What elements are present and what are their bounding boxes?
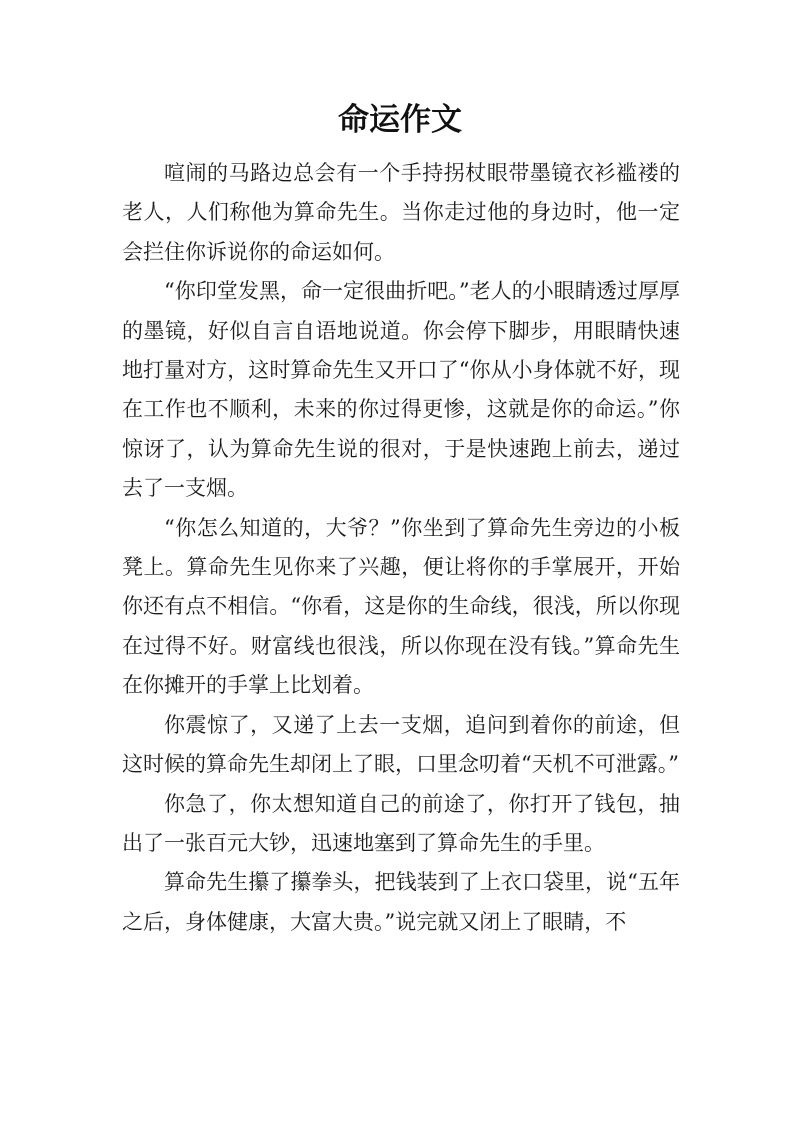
paragraph-3: “你怎么知道的，大爷？”你坐到了算命先生旁边的小板凳上。算命先生见你来了兴趣，便让将你的手掌展开，开始你还有点不相信。“你看，这是你的生命线，很浅，所以你现在过得不好。财富线也很浅，所以你现在没有钱。”算命先生在你摊开的手掌上比划着。 — [122, 515, 680, 698]
paragraph-2: “你印堂发黑，命一定很曲折吧。”老人的小眼睛透过厚厚的墨镜，好似自言自语地说道。你会停下脚步，用眼睛快速地打量对方，这时算命先生又开口了“你从小身体就不好，现在工作也不顺利，未来的你过得更惨，这就是你的命运。”你惊讶了，认为算命先生说的很对，于是快速跑上前去，递过去了一支烟。 — [122, 279, 680, 501]
paragraph-1: 喧闹的马路边总会有一个手持拐杖眼带墨镜衣衫褴褛的老人，人们称他为算命先生。当你走过他的身边时，他一定会拦住你诉说你的命运如何。 — [122, 161, 680, 264]
paragraph-5: 你急了，你太想知道自己的前途了，你打开了钱包，抽出了一张百元大钞，迅速地塞到了算命先生的手里。 — [122, 791, 680, 855]
paragraph-4: 你震惊了，又递了上去一支烟，追问到着你的前途，但这时候的算命先生却闭上了眼，口里念叨着“天机不可泄露。” — [122, 712, 680, 777]
document-body — [122, 154, 680, 942]
paragraph-6: 算命先生攥了攥拳头，把钱装到了上衣口袋里，说“五年之后，身体健康，大富大贵。”说完就又闭上了眼睛，不 — [122, 870, 680, 934]
document-title: 命运作文 — [338, 102, 462, 138]
